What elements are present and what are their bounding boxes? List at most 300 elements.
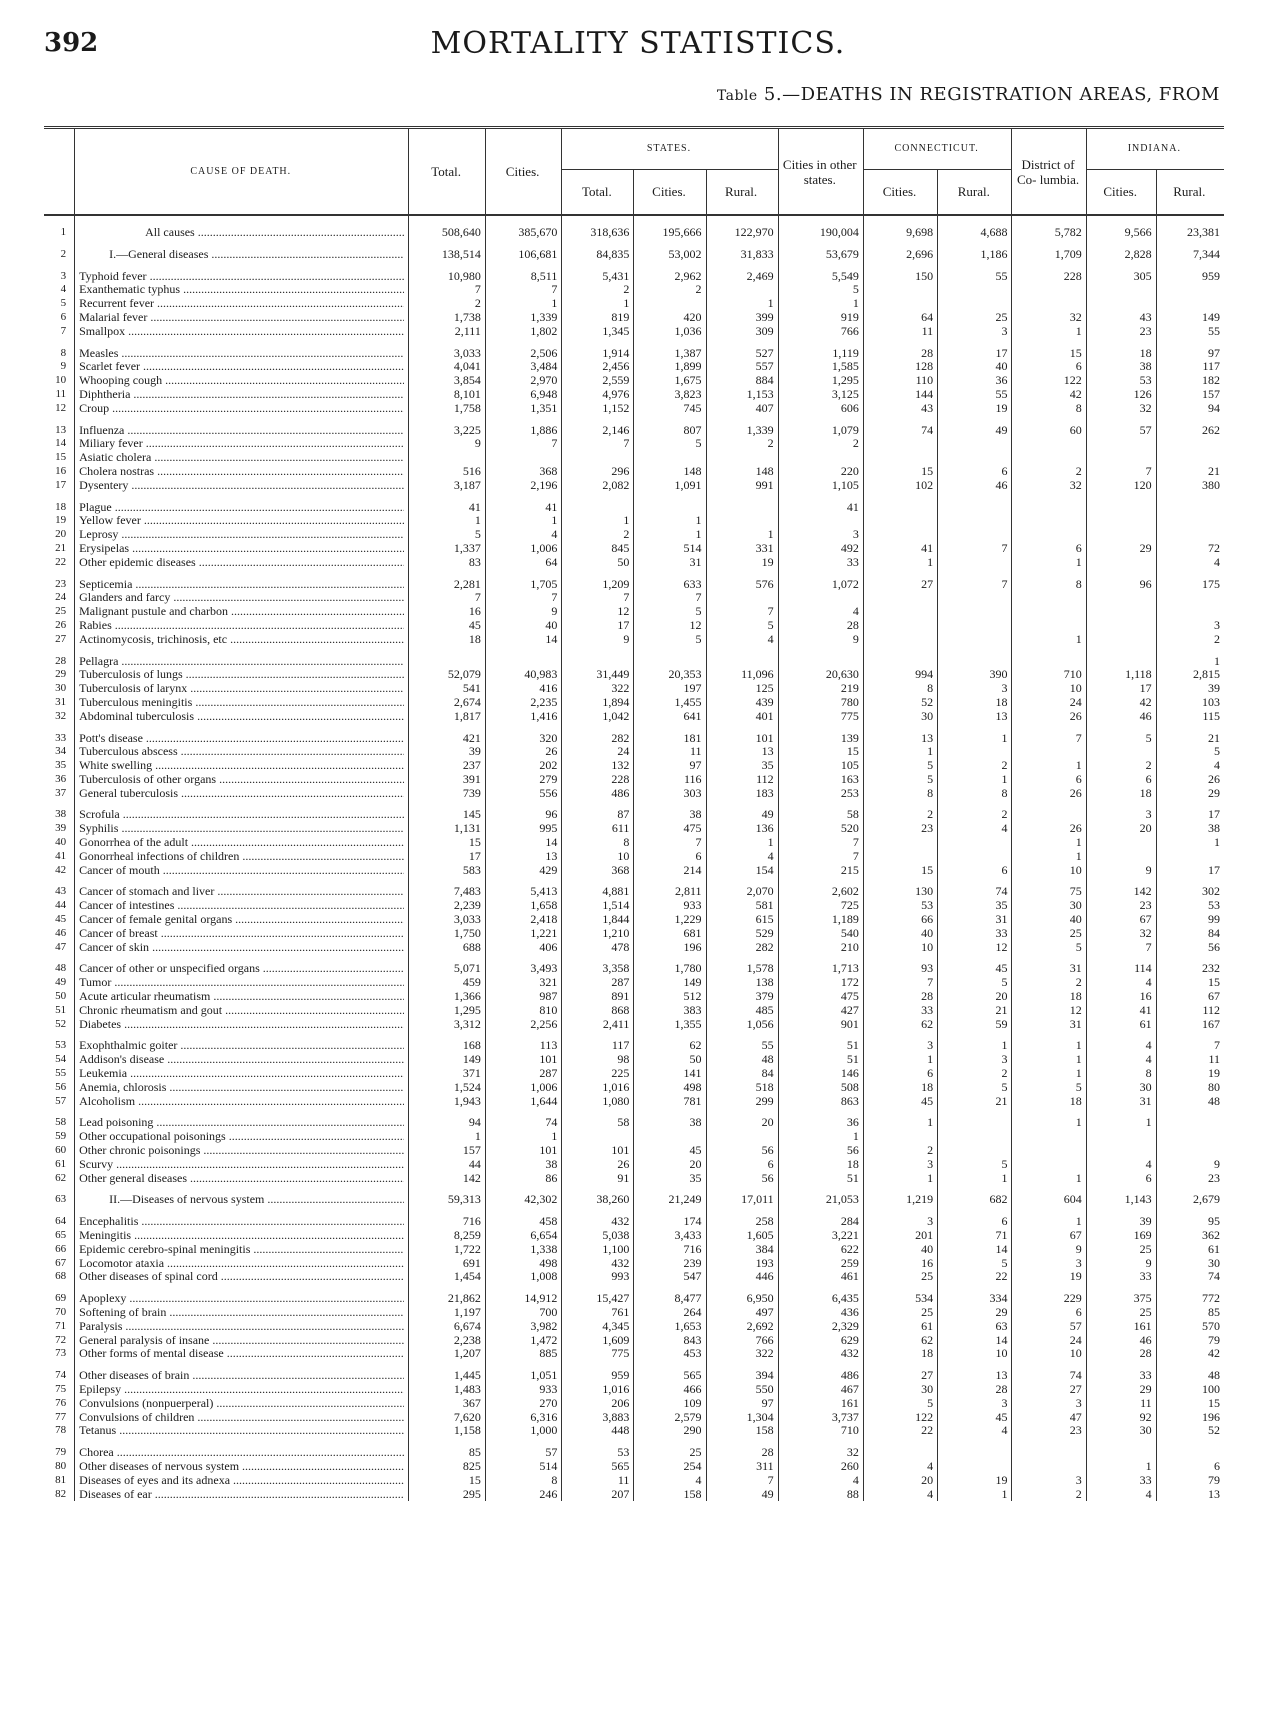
value-cell: 1,006 [485,1081,561,1095]
value-cell: 5 [1012,1081,1086,1095]
value-cell: 420 [634,311,706,325]
value-cell: 62 [634,1031,706,1053]
value-cell: 15 [1012,339,1086,361]
value-cell: 207 [562,1488,634,1502]
cause-label: Malarial fever ..... [79,311,404,325]
value-cell: 45 [634,1144,706,1158]
line-number: 77 [55,1410,67,1423]
value-cell: 6,948 [485,388,561,402]
cause-cell [75,941,409,955]
value-cell: 14 [485,836,561,850]
cause-label: Abdominal tuberculosis ..... [79,710,404,724]
value-cell [938,1108,1012,1130]
value-cell: 27 [1012,1383,1086,1397]
value-cell: 56 [706,1172,778,1186]
value-cell: 565 [562,1460,634,1474]
value-cell: 1 [485,514,561,528]
table-row [44,1361,1224,1383]
value-cell: 541 [409,682,485,696]
value-cell: 18 [1012,1095,1086,1109]
value-cell: 10 [1012,864,1086,878]
value-cell: 51 [778,1031,863,1053]
cause-label: II.—Diseases of nervous system ..... [79,1193,404,1207]
value-cell: 1,483 [409,1383,485,1397]
value-cell: 371 [409,1067,485,1081]
value-cell: 79 [1156,1334,1224,1348]
cause-cell [75,479,409,493]
table-row [44,416,1224,438]
value-cell [1156,451,1224,465]
value-cell: 28 [863,990,937,1004]
value-cell: 228 [1012,262,1086,284]
value-cell: 1,152 [562,402,634,416]
value-cell: 2,469 [706,262,778,284]
value-cell: 6 [1012,542,1086,556]
value-cell: 1,210 [562,927,634,941]
value-cell: 92 [1086,1411,1156,1425]
value-cell: 95 [1156,1207,1224,1229]
value-cell: 23 [1012,1424,1086,1438]
value-cell [634,647,706,669]
value-cell: 1,339 [706,416,778,438]
line-number: 82 [55,1487,67,1500]
cause-label: Glanders and farcy ..... [79,591,404,605]
value-cell: 19 [706,556,778,570]
value-cell: 7 [778,850,863,864]
value-cell: 1,131 [409,822,485,836]
value-cell: 30 [1156,1257,1224,1271]
value-cell: 4 [863,1460,937,1474]
value-cell [863,1438,937,1460]
table-row [44,1306,1224,1320]
value-cell: 115 [1156,710,1224,724]
value-cell: 391 [409,773,485,787]
value-cell: 2,411 [562,1018,634,1032]
value-cell: 7 [938,570,1012,592]
table-row [44,619,1224,633]
value-cell: 1,750 [409,927,485,941]
value-cell: 4 [1156,759,1224,773]
value-cell [634,451,706,465]
value-cell: 1,042 [562,710,634,724]
value-cell: 29 [1086,1383,1156,1397]
value-cell: 44 [409,1158,485,1172]
value-cell: 691 [409,1257,485,1271]
value-cell: 128 [863,360,937,374]
table-row [44,1108,1224,1130]
value-cell [706,493,778,515]
value-cell: 21,862 [409,1284,485,1306]
value-cell: 2,815 [1156,668,1224,682]
value-cell: 94 [1156,402,1224,416]
value-cell: 565 [634,1361,706,1383]
line-number: 25 [55,605,67,618]
value-cell: 385,670 [485,215,561,240]
value-cell: 959 [562,1361,634,1383]
value-cell: 41 [409,493,485,515]
value-cell: 25 [938,311,1012,325]
value-cell: 24 [1012,696,1086,710]
value-cell: 1,304 [706,1411,778,1425]
value-cell: 1,339 [485,311,561,325]
cause-label: Convulsions of children ..... [79,1411,404,1425]
value-cell [634,1130,706,1144]
cause-label: Diseases of ear ..... [79,1488,404,1502]
value-cell: 5 [778,283,863,297]
value-cell: 1,472 [485,1334,561,1348]
value-cell: 36 [778,1108,863,1130]
value-cell: 11 [863,325,937,339]
cause-label: Scrofula ..... [79,808,404,822]
value-cell: 4,976 [562,388,634,402]
value-cell: 407 [706,402,778,416]
value-cell: 49 [706,1488,778,1502]
value-cell: 1,158 [409,1424,485,1438]
value-cell: 16 [409,605,485,619]
line-number: 58 [55,1116,67,1129]
table-row [44,864,1224,878]
value-cell: 498 [634,1081,706,1095]
cause-label: Leprosy ..... [79,528,404,542]
line-number: 7 [60,324,67,337]
value-cell: 4 [778,1474,863,1488]
table-row [44,493,1224,515]
value-cell: 309 [706,325,778,339]
table-caption-text: 5.—DEATHS IN REGISTRATION AREAS, FROM [757,84,1220,105]
value-cell [863,528,937,542]
value-cell: 3,823 [634,388,706,402]
cause-label: Tuberculosis of lungs ..... [79,668,404,682]
table-row [44,1185,1224,1207]
value-cell: 1 [938,1031,1012,1053]
cause-cell [75,822,409,836]
value-cell: 30 [863,1383,937,1397]
value-cell: 2 [863,800,937,822]
line-number: 33 [55,731,67,744]
line-number: 14 [55,437,67,450]
value-cell: 10 [938,1347,1012,1361]
value-cell [1086,528,1156,542]
value-cell: 1 [1012,1067,1086,1081]
cause-cell [75,1185,409,1207]
line-number: 12 [55,401,67,414]
value-cell [1086,493,1156,515]
value-cell: 148 [634,465,706,479]
value-cell [409,451,485,465]
value-cell: 6 [1012,773,1086,787]
table-row [44,1067,1224,1081]
line-number: 26 [55,618,67,631]
value-cell: 20,353 [634,668,706,682]
value-cell: 3 [938,325,1012,339]
value-cell: 987 [485,990,561,1004]
value-cell: 97 [706,1397,778,1411]
value-cell: 3,982 [485,1320,561,1334]
value-cell: 6 [634,850,706,864]
value-cell: 32 [1086,402,1156,416]
value-cell: 7 [485,591,561,605]
value-cell: 259 [778,1257,863,1271]
value-cell: 220 [778,465,863,479]
value-cell: 3 [938,1053,1012,1067]
table-row [44,850,1224,864]
value-cell: 6 [706,1158,778,1172]
value-cell: 1,219 [863,1185,937,1207]
line-number: 38 [55,808,67,821]
value-cell: 10 [1012,1347,1086,1361]
value-cell: 40 [863,927,937,941]
value-cell: 2 [1012,1488,1086,1502]
cause-cell [75,668,409,682]
table-row [44,913,1224,927]
value-cell: 2,692 [706,1320,778,1334]
table-row [44,927,1224,941]
value-cell: 201 [863,1229,937,1243]
value-cell: 1,036 [634,325,706,339]
value-cell: 5 [938,1158,1012,1172]
value-cell [562,493,634,515]
value-cell: 6 [1156,1460,1224,1474]
value-cell: 97 [1156,339,1224,361]
cause-cell [75,1004,409,1018]
value-cell: 933 [634,899,706,913]
value-cell [1086,647,1156,669]
value-cell: 8 [1012,570,1086,592]
cause-label: Meningitis ..... [79,1229,404,1243]
cause-cell [75,759,409,773]
value-cell [1012,605,1086,619]
cause-label: Tuberculous meningitis ..... [79,696,404,710]
value-cell: 2,811 [634,877,706,899]
states-cities-header: Cities. [634,170,706,216]
value-cell: 2 [562,528,634,542]
value-cell: 197 [634,682,706,696]
line-number: 62 [55,1171,67,1184]
value-cell: 556 [485,787,561,801]
value-cell: 45 [938,1411,1012,1425]
value-cell: 7 [778,836,863,850]
cause-cell [75,1158,409,1172]
value-cell: 7 [1086,465,1156,479]
value-cell: 8,259 [409,1229,485,1243]
value-cell: 682 [938,1185,1012,1207]
value-cell: 2 [634,283,706,297]
value-cell: 1,844 [562,913,634,927]
value-cell: 1 [485,297,561,311]
value-cell: 508 [778,1081,863,1095]
value-cell: 21 [1156,465,1224,479]
cause-cell [75,1108,409,1130]
value-cell [1012,1144,1086,1158]
cause-cell [75,1031,409,1053]
value-cell: 9,566 [1086,215,1156,240]
value-cell: 475 [634,822,706,836]
value-cell: 16 [1086,990,1156,1004]
value-cell: 9 [1086,1257,1156,1271]
line-number: 27 [55,632,67,645]
value-cell: 18 [1086,787,1156,801]
value-cell: 35 [706,759,778,773]
cause-cell [75,1361,409,1383]
indiana-cities-header: Cities. [1086,170,1156,216]
line-number: 32 [55,709,67,722]
value-cell: 79 [1156,1474,1224,1488]
cause-cell [75,913,409,927]
value-cell: 1,221 [485,927,561,941]
value-cell: 13 [863,724,937,746]
value-cell: 8 [562,836,634,850]
value-cell: 2,146 [562,416,634,438]
value-cell: 56 [706,1144,778,1158]
table-row [44,360,1224,374]
value-cell: 368 [562,864,634,878]
line-number: 56 [55,1080,67,1093]
value-cell: 20 [938,990,1012,1004]
value-cell: 3,033 [409,913,485,927]
value-cell [1086,605,1156,619]
value-cell: 2,238 [409,1334,485,1348]
table-row [44,262,1224,284]
cause-cell [75,1243,409,1257]
value-cell: 112 [706,773,778,787]
value-cell: 863 [778,1095,863,1109]
value-cell: 4 [1156,556,1224,570]
table-row [44,542,1224,556]
value-cell: 287 [485,1067,561,1081]
value-cell [938,605,1012,619]
value-cell: 1,943 [409,1095,485,1109]
value-cell [1156,437,1224,451]
table-row [44,1383,1224,1397]
value-cell: 157 [1156,388,1224,402]
value-cell [1086,451,1156,465]
value-cell: 41 [1086,1004,1156,1018]
cause-label: Miliary fever ..... [79,437,404,451]
value-cell: 1,899 [634,360,706,374]
value-cell: 825 [409,1460,485,1474]
value-cell: 807 [634,416,706,438]
value-cell: 15 [863,864,937,878]
value-cell: 766 [706,1334,778,1348]
value-cell: 5 [706,619,778,633]
value-cell [938,1144,1012,1158]
value-cell: 98 [562,1053,634,1067]
value-cell: 2 [562,283,634,297]
value-cell: 11,096 [706,668,778,682]
value-cell [1086,633,1156,647]
value-cell: 1,072 [778,570,863,592]
value-cell: 1,100 [562,1243,634,1257]
value-cell: 28 [863,339,937,361]
value-cell [1156,1108,1224,1130]
value-cell: 1,338 [485,1243,561,1257]
value-cell: 2 [863,1144,937,1158]
value-cell [1012,619,1086,633]
value-cell: 193 [706,1257,778,1271]
value-cell: 775 [778,710,863,724]
value-cell: 1,658 [485,899,561,913]
value-cell: 109 [634,1397,706,1411]
cause-cell [75,1229,409,1243]
value-cell: 21 [1156,724,1224,746]
line-number: 65 [55,1229,67,1241]
value-cell: 5,549 [778,262,863,284]
value-cell: 130 [863,877,937,899]
value-cell: 9 [409,437,485,451]
cause-cell [75,388,409,402]
value-cell: 18 [863,1347,937,1361]
table-row [44,745,1224,759]
line-number: 16 [55,464,67,477]
value-cell: 88 [778,1488,863,1502]
value-cell: 458 [485,1207,561,1229]
value-cell: 2,674 [409,696,485,710]
value-cell: 1,016 [562,1383,634,1397]
value-cell: 4 [863,1488,937,1502]
value-cell: 4 [778,605,863,619]
value-cell: 1,675 [634,374,706,388]
value-cell: 4 [1086,976,1156,990]
cause-label: All causes ..... [79,226,404,240]
value-cell: 766 [778,325,863,339]
value-cell: 6 [1012,360,1086,374]
value-cell: 85 [1156,1306,1224,1320]
value-cell: 55 [938,388,1012,402]
table-row [44,1081,1224,1095]
value-cell [706,451,778,465]
value-cell: 1,051 [485,1361,561,1383]
line-number: 19 [55,514,67,527]
value-cell: 253 [778,787,863,801]
value-cell: 891 [562,990,634,1004]
value-cell [1086,1438,1156,1460]
value-cell: 436 [778,1306,863,1320]
cause-cell [75,240,409,262]
value-cell: 819 [562,311,634,325]
value-cell: 2 [938,800,1012,822]
value-cell: 49 [706,800,778,822]
value-cell: 761 [562,1306,634,1320]
value-cell: 1 [1086,1108,1156,1130]
value-cell [1012,647,1086,669]
cause-label: Tuberculous abscess ..... [79,745,404,759]
value-cell: 32 [1086,927,1156,941]
value-cell: 8,101 [409,388,485,402]
value-cell: 1,186 [938,240,1012,262]
value-cell: 2,418 [485,913,561,927]
value-cell [938,1460,1012,1474]
value-cell: 710 [778,1424,863,1438]
cause-label: Cancer of breast ..... [79,927,404,941]
table-row [44,374,1224,388]
value-cell: 1,143 [1086,1185,1156,1207]
value-cell: 508,640 [409,215,485,240]
value-cell: 478 [562,941,634,955]
value-cell: 40 [485,619,561,633]
value-cell: 5 [938,976,1012,990]
table-row [44,822,1224,836]
value-cell: 290 [634,1424,706,1438]
value-cell [562,451,634,465]
value-cell: 10 [562,850,634,864]
table-row [44,1207,1224,1229]
value-cell: 228 [562,773,634,787]
value-cell [1086,745,1156,759]
value-cell: 459 [409,976,485,990]
cause-label: Encephalitis ..... [79,1215,404,1229]
value-cell: 31,833 [706,240,778,262]
value-cell: 21,053 [778,1185,863,1207]
